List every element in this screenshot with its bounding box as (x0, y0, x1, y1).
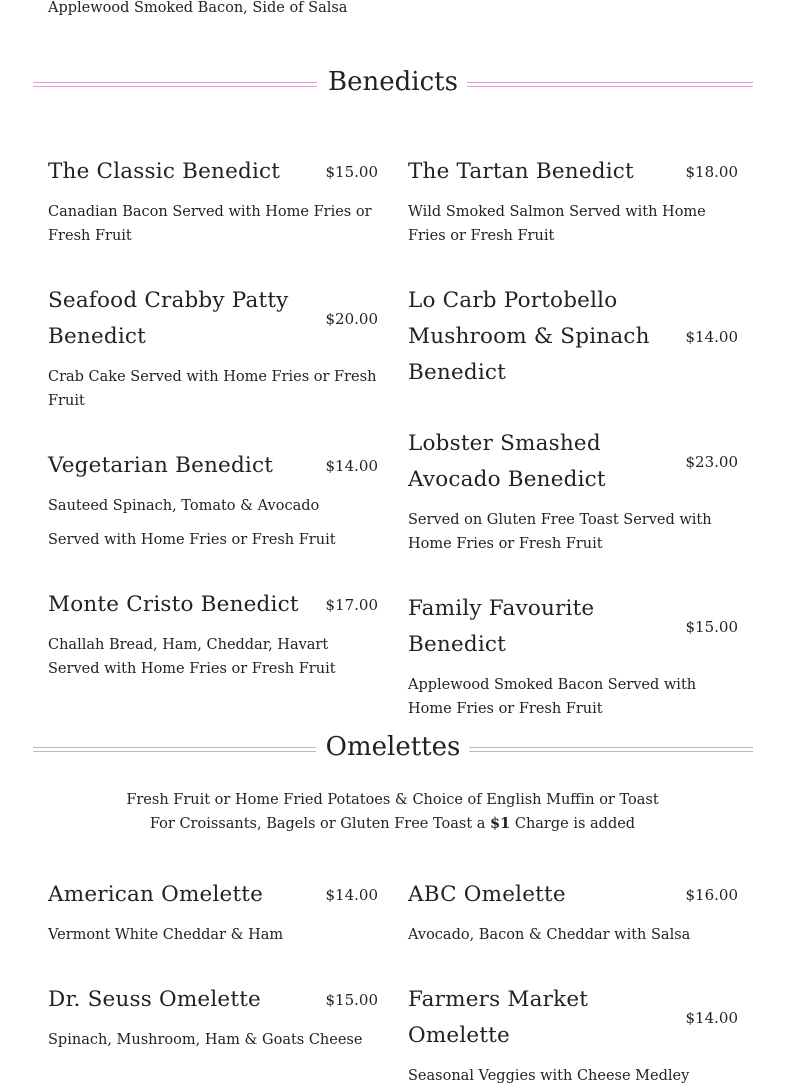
menu-item-name: Family Favourite Benedict (408, 596, 595, 657)
section-header-omelettes (33, 729, 753, 765)
menu-item-price: $15.00 (325, 991, 378, 1009)
menu-item (408, 877, 738, 947)
menu-item-price: $20.00 (325, 310, 378, 328)
omelettes-note (0, 788, 785, 836)
menu-item-price: $15.00 (685, 618, 738, 636)
menu-item-name: The Classic Benedict (48, 159, 281, 184)
menu-item-description: Crab Cake Served with Home Fries or Fresh Fruit (48, 369, 377, 409)
menu-item (408, 982, 738, 1088)
menu-item-name: The Tartan Benedict (408, 159, 634, 184)
menu-item-description: Spinach, Mushroom, Ham & Goats Cheese (48, 1032, 363, 1048)
menu-item-name: Lobster Smashed Avocado Benedict (408, 431, 606, 492)
menu-item-price: $14.00 (325, 457, 378, 475)
section-title: Omelettes (325, 732, 461, 762)
menu-item-header (48, 877, 378, 913)
menu-item (408, 154, 738, 248)
menu-item (48, 448, 378, 552)
menu-item-description: Canadian Bacon Served with Home Fries or Fresh Fruit (48, 204, 372, 244)
menu-item-header (408, 154, 738, 190)
menu-item-header (408, 982, 738, 1054)
note-line-1: Fresh Fruit or Home Fried Potatoes & Choice of English Muffin or Toast (126, 792, 659, 808)
note-line-2 (0, 812, 785, 836)
section-header-benedicts (33, 64, 753, 100)
menu-item-name: Lo Carb Portobello Mushroom & Spinach Benedict (408, 288, 650, 385)
menu-item (48, 982, 378, 1052)
menu-item-name: Vegetarian Benedict (48, 453, 274, 478)
menu-item-header (48, 982, 378, 1018)
divider-right (467, 82, 753, 87)
section-title: Benedicts (328, 67, 458, 97)
menu-item-header (408, 426, 738, 498)
menu-item (48, 154, 378, 248)
menu-item-price: $16.00 (685, 886, 738, 904)
menu-item-name: ABC Omelette (408, 882, 566, 907)
menu-item-name: Monte Cristo Benedict (48, 592, 299, 617)
menu-item-description: Applewood Smoked Bacon Served with Home Fries or Fresh Fruit (408, 677, 697, 717)
divider-right (469, 747, 753, 752)
menu-item-header (48, 448, 378, 484)
menu-item-name: Dr. Seuss Omelette (48, 987, 261, 1012)
menu-item (48, 283, 378, 413)
menu-item-name: American Omelette (48, 882, 264, 907)
menu-item-header (48, 154, 378, 190)
menu-item-name: Farmers Market Omelette (408, 987, 589, 1048)
menu-item-price: $14.00 (685, 1009, 738, 1027)
menu-item-description: Challah Bread, Ham, Cheddar, Havart Served with Home Fries or Fresh Fruit (48, 637, 336, 677)
menu-item (408, 283, 738, 391)
note-charge: $1 (490, 815, 511, 832)
menu-item-header (408, 877, 738, 913)
menu-item-price: $17.00 (325, 596, 378, 614)
menu-item-description: Wild Smoked Salmon Served with Home Fries or Fresh Fruit (408, 204, 706, 244)
menu-item-price: $23.00 (685, 453, 738, 471)
menu-item-header (408, 591, 738, 663)
menu-item (48, 587, 378, 681)
menu-item-description: Avocado, Bacon & Cheddar with Salsa (408, 927, 691, 943)
menu-item-description-2: Served with Home Fries or Fresh Fruit (48, 532, 336, 548)
menu-item-price: $14.00 (685, 328, 738, 346)
previous-item-description: Applewood Smoked Bacon, Side of Salsa (48, 0, 348, 16)
menu-item-header (48, 283, 378, 355)
menu-item-header (48, 587, 378, 623)
menu-item (48, 877, 378, 947)
menu-item-description: Sauteed Spinach, Tomato & Avocado (48, 498, 320, 514)
menu-item-description: Vermont White Cheddar & Ham (48, 927, 284, 943)
menu-item-price: $18.00 (685, 163, 738, 181)
menu-item (408, 591, 738, 721)
menu-item-price: $15.00 (325, 163, 378, 181)
menu-item-description: Served on Gluten Free Toast Served with Home Fries or Fresh Fruit (408, 512, 712, 552)
menu-item-header (408, 283, 738, 391)
note-text: Charge is added (510, 816, 636, 832)
menu-item-description: Seasonal Veggies with Cheese Medley (408, 1068, 690, 1084)
menu-item-price: $14.00 (325, 886, 378, 904)
menu-item-name: Seafood Crabby Patty Benedict (48, 288, 289, 349)
note-text: For Croissants, Bagels or Gluten Free Toast a (149, 816, 491, 832)
menu-item (408, 426, 738, 556)
